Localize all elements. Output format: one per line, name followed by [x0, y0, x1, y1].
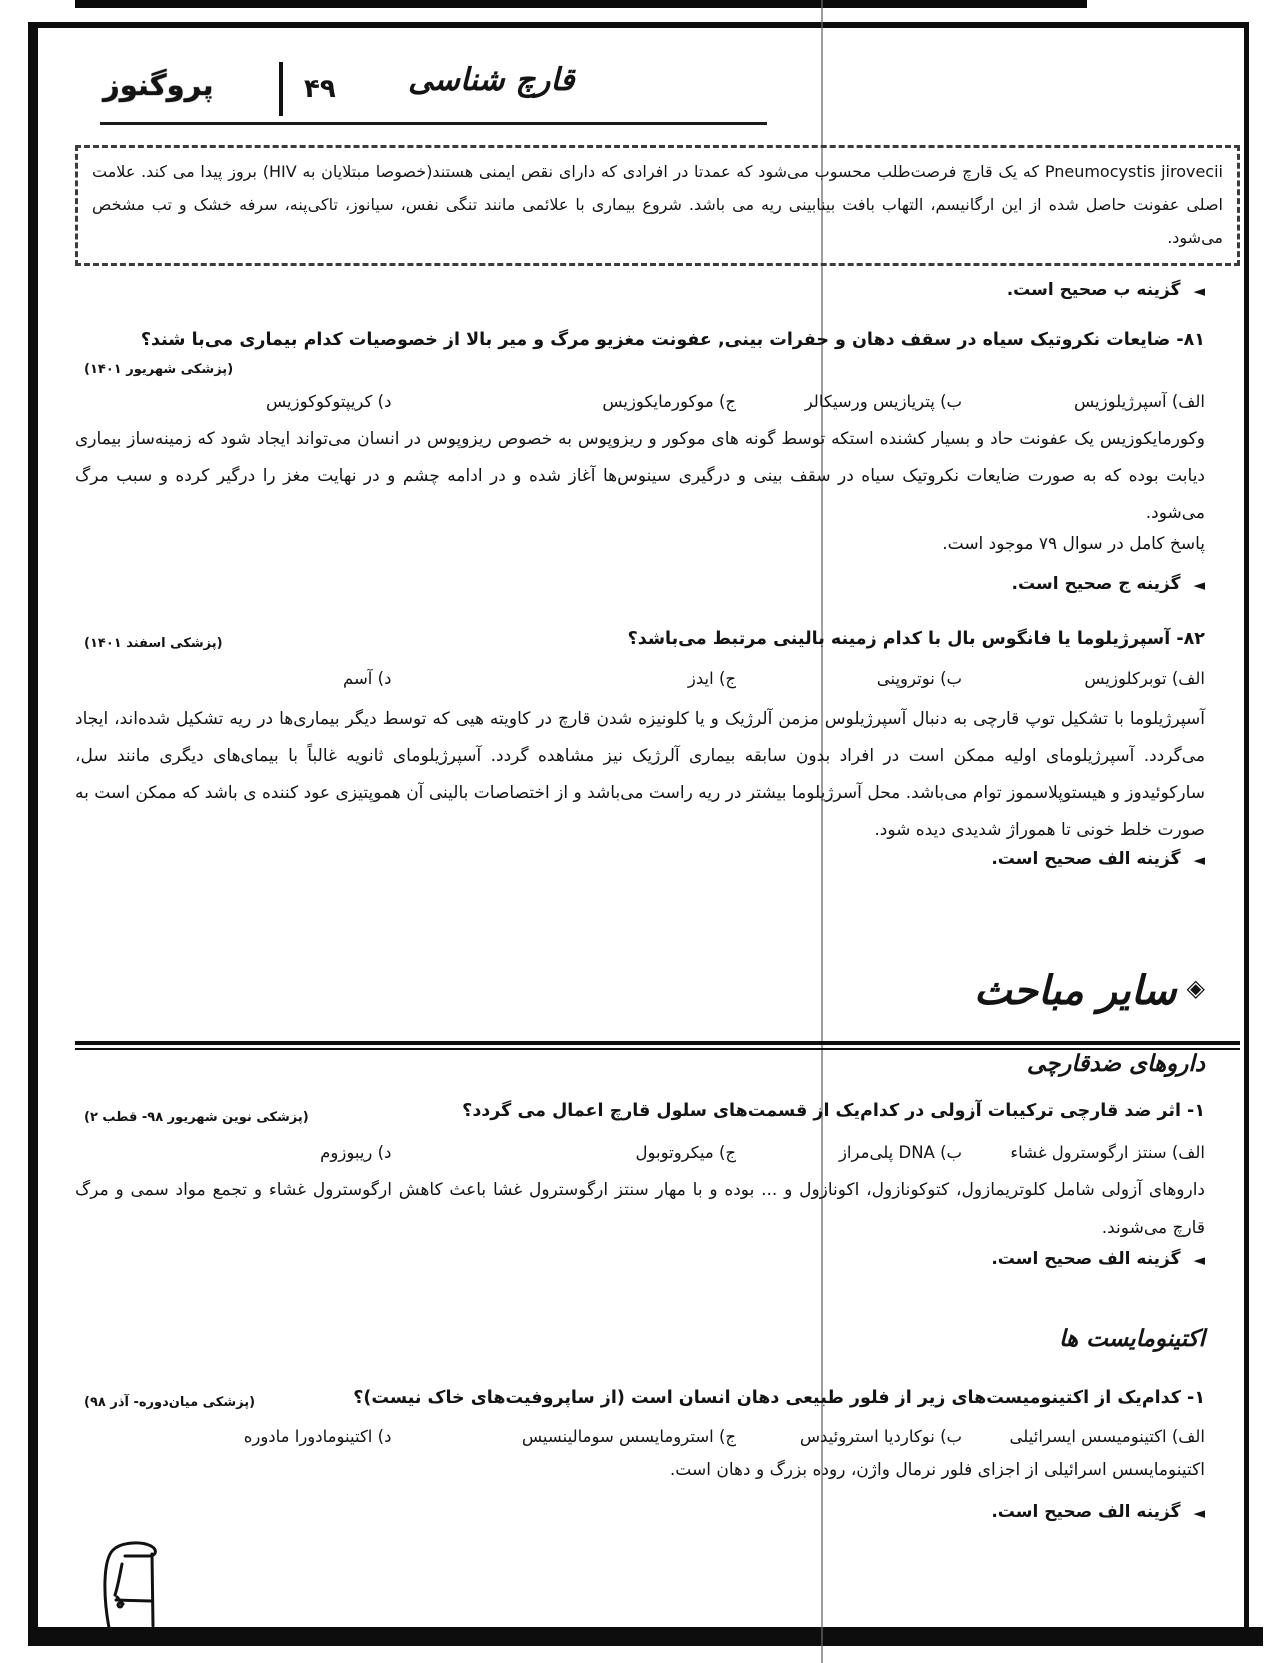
header-rule [100, 122, 767, 125]
publisher-logo: پروگنوز [103, 68, 214, 102]
option-d: د) ریبوزوم [320, 1143, 392, 1162]
question-81-options [75, 392, 1205, 411]
hand-drawn-doodle [95, 1540, 177, 1630]
option-c: ج) موکورمایکوزیس [602, 392, 737, 411]
antifungal-q1-title: ۱- اثر ضد قارچی ترکیبات آزولی در کدام‌یک از قسمت‌های سلول قارچ اعمال می گردد؟ [462, 1101, 1205, 1121]
question-81-explanation: وکورمایکوزیس یک عفونت حاد و بسیار کشنده استکه توسط گونه های موکور و ریزوپوس به خصوص ریزوپوس در انسان می‌تواند ایجاد شود که زمینه‌ساز بیماری دیابت بوده که به صورت ضایعات نکروتیک سیاه در سقف بینی و درگیری سینوس‌ها آغاز شده و در ادامه چشم و در نهایت مغز را درگیر کرده و سبب مرگ می‌شود. [75, 429, 1205, 523]
option-d: د) کریپتوکوکوزیس [266, 392, 392, 411]
actinomycetes-q1-options [75, 1427, 1205, 1446]
subsection-actinomycetes-title: اکتینومایست ها [1058, 1326, 1205, 1352]
answer-arrow-icon: ◄ [1193, 576, 1205, 594]
intro-note-box [75, 145, 1240, 266]
option-d: د) اکتینومادورا مادوره [243, 1427, 392, 1446]
answer-line-82 [75, 849, 1205, 869]
option-c: ج) استرومایسس سومالینسیس [521, 1427, 737, 1446]
antifungal-q1-options [75, 1143, 1205, 1162]
actinomycetes-q1-explanation: اکتینومایسس اسرائیلی از اجزای فلور نرمال واژن، روده بزرگ و دهان است. [669, 1460, 1205, 1480]
option-b: ب) نوتروپنی [876, 669, 963, 688]
answer-arrow-icon: ◄ [1193, 1504, 1205, 1522]
option-a: الف) توبرکلوزیس [1084, 669, 1205, 688]
answer-arrow-icon: ◄ [1193, 282, 1205, 300]
answer-line-antifungal-q1 [75, 1249, 1205, 1269]
option-b: ب) پتریازیس ورسیکالر [804, 392, 963, 411]
intro-note-text: Pneumocystis jirovecii که یک قارچ فرصت‌طلب محسوب می‌شود که عمدتا در افرادی که دارای نقص ایمنی هستند(خصوصا مبتلایان به HIV) بروز پیدا می کند. علامت اصلی عفونت حاصل شده از این ارگانیسم، التهاب بافت بینابینی ریه می باشد. شروع بیماری با علائمی مانند تنگی نفس، سیانوز، تاکی‌پنه، سرفه خشک و تب مشخص می‌شود. [92, 162, 1223, 247]
section-title: سایر مباحث [974, 968, 1177, 1014]
answer-arrow-icon: ◄ [1193, 851, 1205, 869]
question-81-note: پاسخ کامل در سوال ۷۹ موجود است. [942, 534, 1205, 554]
header-divider [279, 62, 283, 116]
section-divider-rule [75, 1041, 1240, 1050]
option-d: د) آسم [343, 669, 392, 688]
section-diamond-icon: ◈ [1186, 974, 1205, 1002]
option-a: الف) آسپرژیلوزیس [1073, 392, 1205, 411]
answer-text: گزینه الف صحیح است. [991, 1249, 1181, 1269]
option-a: الف) اکتینومیسس ایسرائیلی [1009, 1427, 1205, 1446]
option-c: ج) ایدز [687, 669, 737, 688]
question-81-title: ۸۱- ضایعات نکروتیک سیاه در سقف دهان و حفرات بینی, عفونت مغزیو مرگ و میر بالا از خصوصیات کدام بیماری می‌با شند؟ [140, 330, 1205, 350]
question-81-source: (پزشکی شهریور ۱۴۰۱) [84, 362, 234, 377]
answer-line-intro [75, 280, 1205, 300]
answer-line-actinomycetes-q1 [75, 1502, 1205, 1522]
antifungal-q1-explanation: داروهای آزولی شامل کلوتریمازول، کتوکونازول، اکونازول و ... بوده و با مهار سنتز ارگوسترول غشا باعث کاهش ارگوسترول غشاء و تجمع مواد سمی و مرگ قارچ می‌شوند. [75, 1180, 1205, 1238]
scan-edge-artifact [75, 0, 1087, 8]
antifungal-q1-source: (پزشکی نوین شهریور ۹۸- قطب ۲) [84, 1110, 309, 1125]
option-a: الف) سنتز ارگوسترول غشاء [1010, 1143, 1205, 1162]
answer-text: گزینه الف صحیح است. [991, 849, 1181, 869]
question-82-explanation: آسپرژیلوما با تشکیل توپ قارچی به دنبال آسپرژیلوس مزمن آلرژیک و یا کلونیزه شدن قارچ در کاویته هیی که توسط دیگر بیماری‌ها در ریه تشکیل شده‌اند، ایجاد می‌گردد. آسپرژیلومای اولیه ممکن است در افراد بدون سابقه بیماری آلرژیک نیز مشاهده گردد. آسپرژیلومای ثانویه غالباً با بیمای‌های دیگری مانند سل، سارکوئیدوز و هیستوپلاسموز توام می‌باشد. محل آسرژیلوما بیشتر در ریه راست می‌باشد و از اختصاصات بالینی آن هموپتیزی عود کننده ی باشد که ممکن است به صورت خلط خونی تا هموراژ شدیدی دیده شود. [75, 709, 1205, 840]
answer-text: گزینه الف صحیح است. [991, 1502, 1181, 1522]
question-82-options [75, 669, 1205, 688]
option-c: ج) میکروتوبول [635, 1143, 737, 1162]
page-number: ۴۹ [304, 74, 336, 104]
answer-text: گزینه ب صحیح است. [1006, 280, 1181, 300]
chapter-title: قارچ شناسی [408, 62, 575, 98]
actinomycetes-q1-title: ۱- کدام‌یک از اکتینومیست‌های زیر از فلور طبیعی دهان انسان است (از ساپروفیت‌های خاک نیست)؟ [353, 1388, 1205, 1408]
section-heading-other-topics [75, 968, 1205, 1014]
question-82-title: ۸۲- آسپرژیلوما یا فانگوس بال با کدام زمینه بالینی مرتبط می‌باشد؟ [627, 629, 1205, 649]
question-82-source: (پزشکی اسفند ۱۴۰۱) [84, 636, 223, 651]
answer-line-81 [75, 574, 1205, 594]
answer-arrow-icon: ◄ [1193, 1251, 1205, 1269]
option-b: ب) نوکاردیا استروئیدس [799, 1427, 963, 1446]
page-border-bottom [28, 1627, 1263, 1646]
actinomycetes-q1-source: (پزشکی میان‌دوره- آذر ۹۸) [84, 1395, 256, 1410]
subsection-antifungal-title: داروهای ضدقارچی [1026, 1051, 1205, 1077]
option-b: ب) DNA پلی‌مراز [838, 1143, 963, 1162]
answer-text: گزینه ج صحیح است. [1011, 574, 1181, 594]
